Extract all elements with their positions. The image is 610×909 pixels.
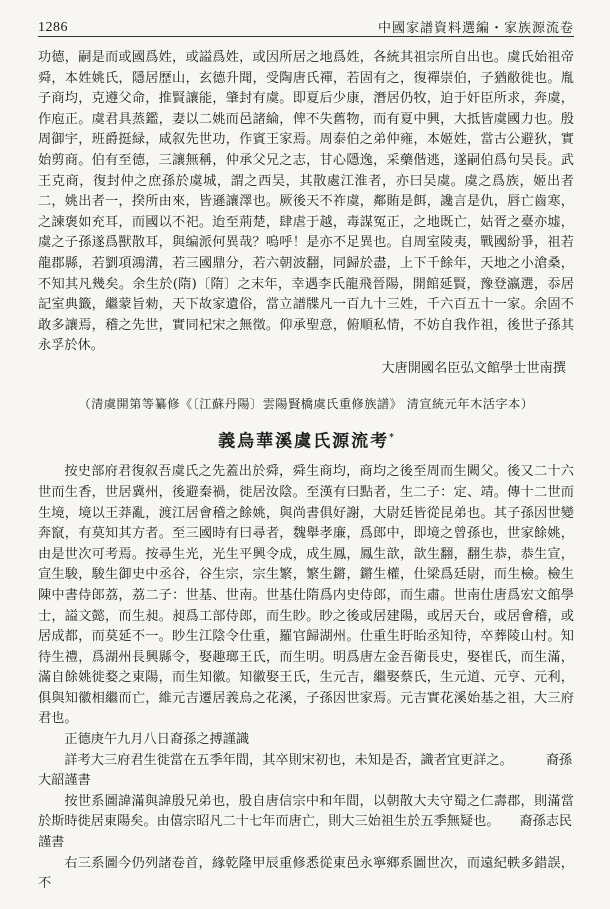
note-1-signer-line2: 大韶謹書 xyxy=(38,773,91,789)
section-title xyxy=(38,428,574,452)
page-body xyxy=(38,48,574,895)
note-2-signer-line2: 謹書 xyxy=(38,835,65,851)
intro-paragraph: 功德，嗣是而或國爲姓，或謚爲姓，或因所居之地爲姓，各統其祖宗所自出也。虞氏始祖帝舜，本姓姚氏，隱居歷山，玄德升聞，受陶唐氏禪，若固有之，復禪崇伯，子猶敝徙也。胤子商均，克遵父命，推賢讓能，肇封有虞。即夏后少康，潛居仍牧，迫于奸臣所求，奔虞，作庖正。虞君具蒸鑑，妻以二姚而邑諸綸，俾不失舊物，而有夏中興，大抵皆虞國力也。殷周御宇，班爵挺緑，咸叙先世功，作賓王家焉。周泰伯之弟仲雍，本姬姓，當古公避狄，實始剪商。伯有至德，三讓無稱，仲承父兄之志，甘心隱逸，采藥偕逃，遂嗣伯爲句吴長。武王克商，復封仲之庶孫於虞城，謂之西吴，其散處江淮者，亦曰吴虞。虞之爲族，姬出者二，姚出者一，揆所由來，皆遜讓澤也。厥後天不祚虞，鄰賄是餌，讒言是仇，唇亡齒寒，之諫褒如充耳，而國以不祀。迨至荊楚，肆虐于越，毒謀冤正，之地既亡，姑胥之臺亦墟，虞之子孫遂爲獸散耳，與编派何異哉？嗚呼！是亦不足異也。自周室陵夷，戰國紛爭，祖若龍郡縣，若劉項鴻溝，若三國鼎分，若六朝波翻，同歸於盡，上下千餘年，天地之小滄桑，不知其凡幾矣。余生於(隋)〔隋〕之末年，幸遇李氏龍飛晉陽，開館延賢，豫登瀛選，忝居記室典籤，繼蒙旨勑，天下故家遺俗，當立譜牒凡一百九十三姓，千六百五十一家。余固不敢多讓焉，稽之先世，實同杞宋之無徵。仰承聖意，俯順私情，不妨自我作祖，後世子孫其永孚於休。 xyxy=(38,50,574,354)
intro-signature: 大唐開國名臣弘文館學士世南撰 xyxy=(381,360,566,376)
title-footnote-mark: * xyxy=(389,433,394,444)
closing-paragraph: 右三系圖今仍列諸卷首，緣乾隆甲辰重修悉從東邑永寧鄉系圖世次，而遠紀軼多錯誤，不 xyxy=(38,855,574,892)
note-1-signer: 裔孫 xyxy=(545,752,573,768)
note-2 xyxy=(38,792,574,833)
running-title: 中國家譜資料選編・家族源流卷 xyxy=(377,21,574,36)
note-2-text: 按世系圖諱滿與諱殷兄弟也，殷自唐信宗中和年間，以朝散大夫守蜀之仁壽郡，則滿當於斯時徙居東陽矣。由僖宗昭凡二十七年而唐亡，則大三始祖生於五季無疑也。 xyxy=(38,793,574,830)
source-note: （清虞開第等纂修《〔江蘇丹陽〕雲陽賢橋虞氏重修族譜》 清宣統元年木活字本） xyxy=(78,396,534,411)
note-2-signer: 裔孫志民 xyxy=(519,814,573,830)
page-header xyxy=(38,14,574,37)
note-1 xyxy=(38,751,574,772)
section-paragraph-1: 按史部府君復叙吾虞氏之先蓋出於舜，舜生商均，商均之後至周而生闕父。後又二十六世而生香，世居冀州，後避秦禍，徙居汝陰。至漢有曰點者，生二子：定、靖。傳十二世而生境，境以王莽亂，渡江居會稽之餘姚，與尚書俱好謝，大尉廷皆從昆弟也。其子孫因世變奔竄，有莫知其方者。至三國時有曰尋者，魏舉孝廉，爲郎中，即境之曾孫也，世家餘姚，由是世次可考焉。按尋生光，光生平興令成，成生鳳，鳳生歆，歆生翻，翻生恭，恭生宣，宣生駿，駿生御史中丞谷，谷生宗，宗生繁，繁生鏘，鏘生權，仕梁爲廷尉，而生檢。檢生陳中書侍郎荔，荔二子：世基、世南。世基仕隋爲内史侍郎，而生肅。世南仕唐爲宏文館學士，謚文懿，而生昶。昶爲工部侍郎，而生眇。眇之後或居建陽，或居天台，或居會稽，或居成都，而莫延不一。眇生江陰令仕重，羅官歸湖州。仕重生盱眙丞知待，卒葬陵山村。知待生禮，爲湖州長興縣令，娶趣瑯王氏，而生明。明爲唐左金吾衛長史，娶崔氏，而生滿，滿自餘姚徙婺之東陽，而生知徽。知徽娶王氏，生元吉，繼娶蔡氏，生元道、元亨、元利，俱與知徽相繼而亡，維元吉遷居義烏之花溪，子孫因世家焉。元吉實花溪始基之祖，大三府君也。 xyxy=(38,464,574,727)
page-number: 1286 xyxy=(38,20,68,35)
note-1-text: 詳考大三府君生徙當在五季年間，其卒則宋初也，未知是否，識者宜更詳之。 xyxy=(64,752,507,768)
section-title-text: 義烏華溪虞氏源流考 xyxy=(218,431,390,452)
section-paragraph-2: 正德庚午九月八日裔孫之搏謹識 xyxy=(64,732,250,748)
